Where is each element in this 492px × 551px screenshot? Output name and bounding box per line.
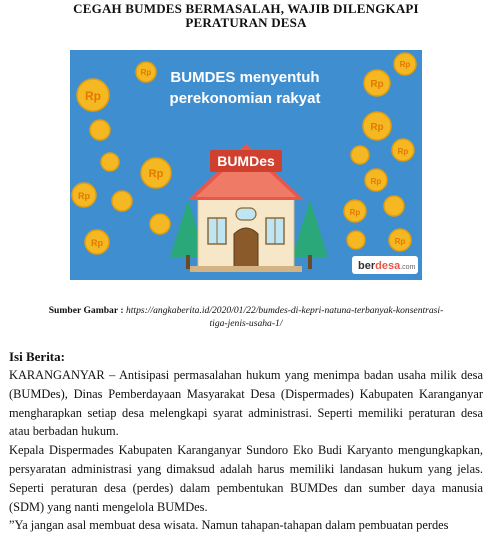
- coin-label: Rp: [399, 60, 411, 69]
- coin-label: Rp: [78, 191, 90, 201]
- coin-label: Rp: [140, 68, 152, 77]
- coin-label: Rp: [397, 147, 409, 156]
- coin-label: Rp: [148, 168, 164, 180]
- image-caption: [10, 304, 482, 330]
- house-sign: BUMDes: [217, 153, 275, 169]
- paragraph: Kepala Dispermades Kabupaten Karanganyar Sundoro Eko Budi Karyanto mengungkapkan, persyaratan administrasi yang dimaksud adalah harus memiliki landasan hukum yang jelas. Seperti peraturan desa (perdes) dalam pembentukan BUMDes dan sumber daya manusia (SDM) yang nanti mengelola BUMDes.: [9, 443, 483, 514]
- article-title: [40, 2, 452, 30]
- brand-suffix: .com: [400, 264, 416, 271]
- section-heading: Isi Berita:: [9, 349, 65, 364]
- paragraph: KARANGANYAR – Antisipasi permasalahan hukum yang menimpa badan usaha milik desa (BUMDes), Dinas Pemberdayaan Masyarakat Desa (Dispermades) Kabupaten Karanganyar mengharapkan setiap desa melengkapi syarat administrasi. Seperti memiliki peraturan desa atau berbadan hukum.: [9, 368, 483, 439]
- coin-label: Rp: [91, 238, 103, 248]
- coin-label: Rp: [370, 122, 384, 133]
- house-icon: [188, 144, 304, 272]
- coin-label: Rp: [370, 79, 384, 90]
- title-line-1: CEGAH BUMDES BERMASALAH, WAJIB DILENGKAPI: [73, 1, 419, 16]
- coin-label: Rp: [85, 89, 101, 103]
- hero-image: [70, 50, 422, 280]
- caption-label: Sumber Gambar :: [48, 305, 124, 316]
- caption-url-line-2[interactable]: tiga-jenis-usaha-1/: [209, 318, 283, 329]
- coin-label: Rp: [394, 237, 406, 246]
- image-headline-line-1: BUMDES menyentuh: [170, 69, 320, 86]
- image-headline-line-2: perekonomian rakyat: [169, 90, 321, 107]
- brand-logo: [352, 256, 418, 274]
- coin-label: Rp: [349, 208, 361, 217]
- caption-url-line-1[interactable]: https://angkaberita.id/2020/01/22/bumdes-di-kepri-natuna-terbanyak-konsentrasi-: [125, 305, 444, 316]
- coin-label: Rp: [370, 177, 382, 186]
- article-body: [9, 366, 483, 535]
- brand-name: desa: [375, 260, 401, 272]
- title-line-2: PERATURAN DESA: [185, 15, 307, 30]
- paragraph: ”Ya jangan asal membuat desa wisata. Namun tahapan-tahapan dalam pembuatan perdes: [9, 518, 449, 533]
- brand-prefix: ber: [358, 260, 376, 272]
